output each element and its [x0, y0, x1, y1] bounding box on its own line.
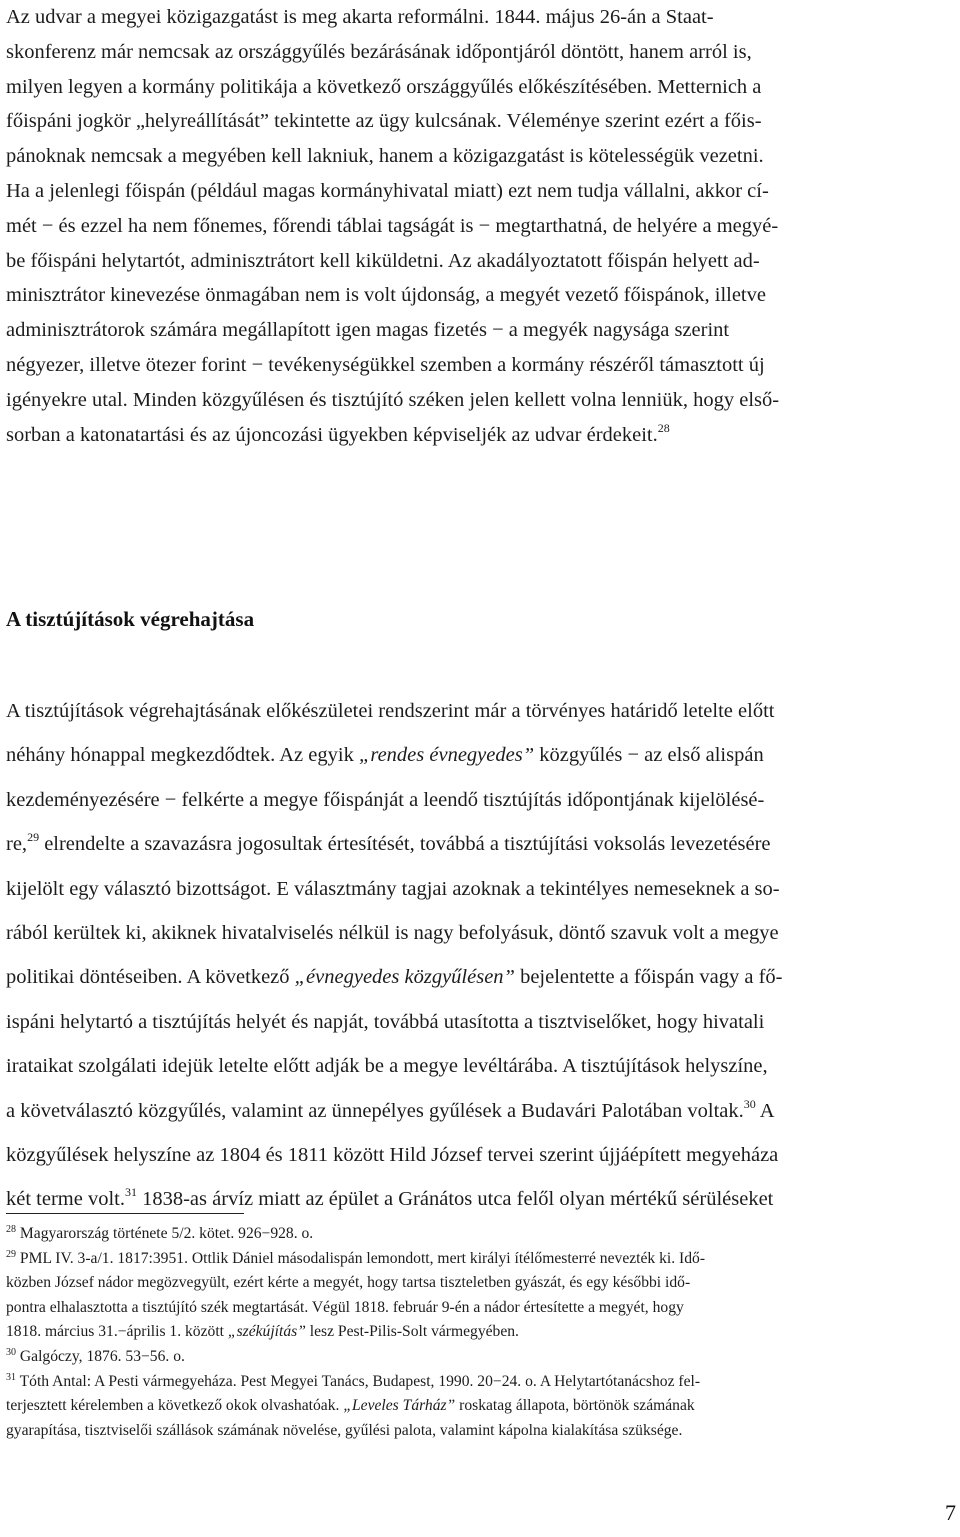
text-line: skonferenz már nemcsak az országgyűlés bezárásának időpontjáról döntött, hanem arról is, — [6, 40, 752, 63]
footnotes — [6, 1222, 956, 1443]
text-line: kijelölt egy választó bizottságot. E választmány tagjai azoknak a tekintélyes nemeseknek a so- — [6, 877, 780, 900]
footnote-ref[interactable]: 30 — [743, 1096, 756, 1111]
footnote-28 — [6, 1222, 956, 1247]
text-line: rából kerültek ki, akiknek hivatalviselés nélkül is nagy befolyásuk, döntő szavuk volt a megye — [6, 922, 779, 945]
footnote-number: 29 — [6, 1248, 16, 1260]
text-line: mét − és ezzel ha nem főnemes, főrendi táblai tagságát is − megtarthatná, de helyére a megyé- — [6, 214, 779, 237]
text-line: pánoknak nemcsak a megyében kell lakniuk, hanem a közigazgatást is kötelességük vezetni. — [6, 145, 764, 168]
text-line: minisztrátor kinevezése önmagában nem is volt újdonság, a megyét vezető főispánok, illetve — [6, 284, 766, 307]
footnote-text: közben József nádor megözvegyült, ezért kérte a megyét, hogy tartsa tiszteletben gyászát, és egy későbbi idő- — [6, 1274, 691, 1292]
text-line: 1838-as árvíz miatt az épület a Gránátos utca felől olyan mértékű sérüléseket — [136, 1188, 774, 1211]
text-line: kezdeményezésére − felkérte a megye főispánját a leendő tisztújítás időpontjának kijelölésé- — [6, 788, 765, 811]
text-line: politikai döntéseiben. A következő — [6, 966, 295, 989]
footnote-number: 31 — [6, 1371, 16, 1383]
section-heading: A tisztújítások végrehajtása — [6, 607, 255, 631]
text-line: elrendelte a szavazásra jogosultak értesítését, továbbá a tisztújítási voksolás levezetésére — [39, 833, 771, 856]
footnote-ref[interactable]: 28 — [657, 420, 670, 435]
text-line: adminisztrátorok számára megállapított igen magas fizetés − a megyék nagysága szerint — [6, 319, 730, 342]
text-line: A — [755, 1099, 775, 1122]
text-line: négyezer, illetve ötezer forint − tevékenységükkel szemben a kormány részéről támasztott új — [6, 353, 765, 376]
footnote-text: terjesztett kérelemben a következő okok olvashatóak. — [6, 1397, 344, 1415]
footnote-text: 1818. március 31.−április 1. között — [6, 1323, 228, 1341]
italic-quote: „Leveles Tárház” — [343, 1397, 456, 1415]
footnote-text: Tóth Antal: A Pesti vármegyeháza. Pest Megyei Tanács, Budapest, 1990. 20−24. o. A Helytartótanácshoz fel- — [19, 1372, 701, 1390]
text-line: főispáni jogkör „helyreállítását” tekintette az ügy kulcsának. Véleménye szerint ezért a főis- — [6, 110, 762, 133]
text-line: milyen legyen a kormány politikája a következő országgyűlés előkészítésében. Metternich a — [6, 75, 762, 98]
footnote-31 — [6, 1370, 956, 1444]
footnote-ref[interactable]: 31 — [124, 1185, 137, 1200]
text-line: igényekre utal. Minden közgyűlésen és tisztújító széken jelen kellett volna lenniük, hogy első- — [6, 388, 780, 411]
text-line: ispáni helytartó a tisztújítás helyét és napját, továbbá utasította a tisztviselőket, hogy hivatali — [6, 1010, 765, 1033]
footnote-29 — [6, 1247, 956, 1345]
text-line: A tisztújítások végrehajtásának előkészületei rendszerint már a törvényes határidő letelte előtt — [6, 700, 775, 722]
footnote-text: lesz Pest-Pilis-Solt vármegyében. — [305, 1323, 519, 1341]
footnote-ref[interactable]: 29 — [27, 830, 40, 845]
text-line: re, — [6, 833, 28, 856]
text-line: közgyűlések helyszíne az 1804 és 1811 között Hild József tervei szerint újjáépített megyeháza — [6, 1144, 779, 1167]
text-line: a követválasztó közgyűlés, valamint az ünnepélyes gyűlések a Budavári Palotában voltak. — [6, 1099, 744, 1122]
footnote-text: Galgóczy, 1876. 53−56. o. — [19, 1347, 185, 1365]
italic-quote: „évnegyedes közgyűlésen” — [294, 966, 515, 989]
text-line: sorban a katonatartási és az újoncozási ügyekben képviseljék az udvar érdekeit. — [6, 423, 658, 446]
footnote-text: gyarapítása, tisztviselői szállások számának növelése, gyűlési palota, valamint kápolna kialakítása szüksége. — [6, 1421, 683, 1439]
text-line: két terme volt. — [6, 1188, 125, 1211]
footnote-text: Magyarország története 5/2. kötet. 926−928. o. — [19, 1225, 314, 1242]
text-line: közgyűlés − az első alispán — [534, 744, 764, 767]
text-line: néhány hónappal megkezdődtek. Az egyik — [6, 744, 359, 767]
italic-quote: „székújítás” — [227, 1323, 306, 1341]
footnote-text: pontra elhalasztotta a tisztújító szék megtartását. Végül 1818. február 9-én a nádor értesítette a megyét, hogy — [6, 1298, 684, 1316]
footnote-separator — [6, 1213, 244, 1214]
footnote-30 — [6, 1345, 956, 1370]
page-number: 7 — [945, 1500, 956, 1525]
text-line: bejelentette a főispán vagy a fő- — [514, 966, 783, 989]
text-line: be főispáni helytartót, adminisztrátort kell kiküldetni. Az akadályoztatott főispán helyett ad- — [6, 249, 760, 272]
footnote-text: PML IV. 3-a/1. 1817:3951. Ottlik Dániel másodalispán lemondott, mert királyi ítélőmesterré nevezték ki. Idő- — [19, 1249, 706, 1267]
body-paragraph-2 — [6, 689, 956, 1222]
text-line: Ha a jelenlegi főispán (például magas kormányhivatal miatt) ezt nem tudja vállalni, akkor cí- — [6, 179, 769, 202]
text-line: Az udvar a megyei közigazgatást is meg akarta reformálni. 1844. május 26-án a Staat- — [6, 6, 714, 28]
footnote-text: roskatag állapota, börtönök számának — [455, 1397, 695, 1415]
italic-quote: „rendes évnegyedes” — [358, 744, 535, 767]
body-paragraph-1 — [6, 0, 956, 452]
footnote-number: 28 — [6, 1224, 16, 1235]
text-line: irataikat szolgálati idejük letelte előtt adják be a megye levéltárába. A tisztújítások helyszíne, — [6, 1055, 768, 1078]
footnote-number: 30 — [6, 1346, 16, 1358]
